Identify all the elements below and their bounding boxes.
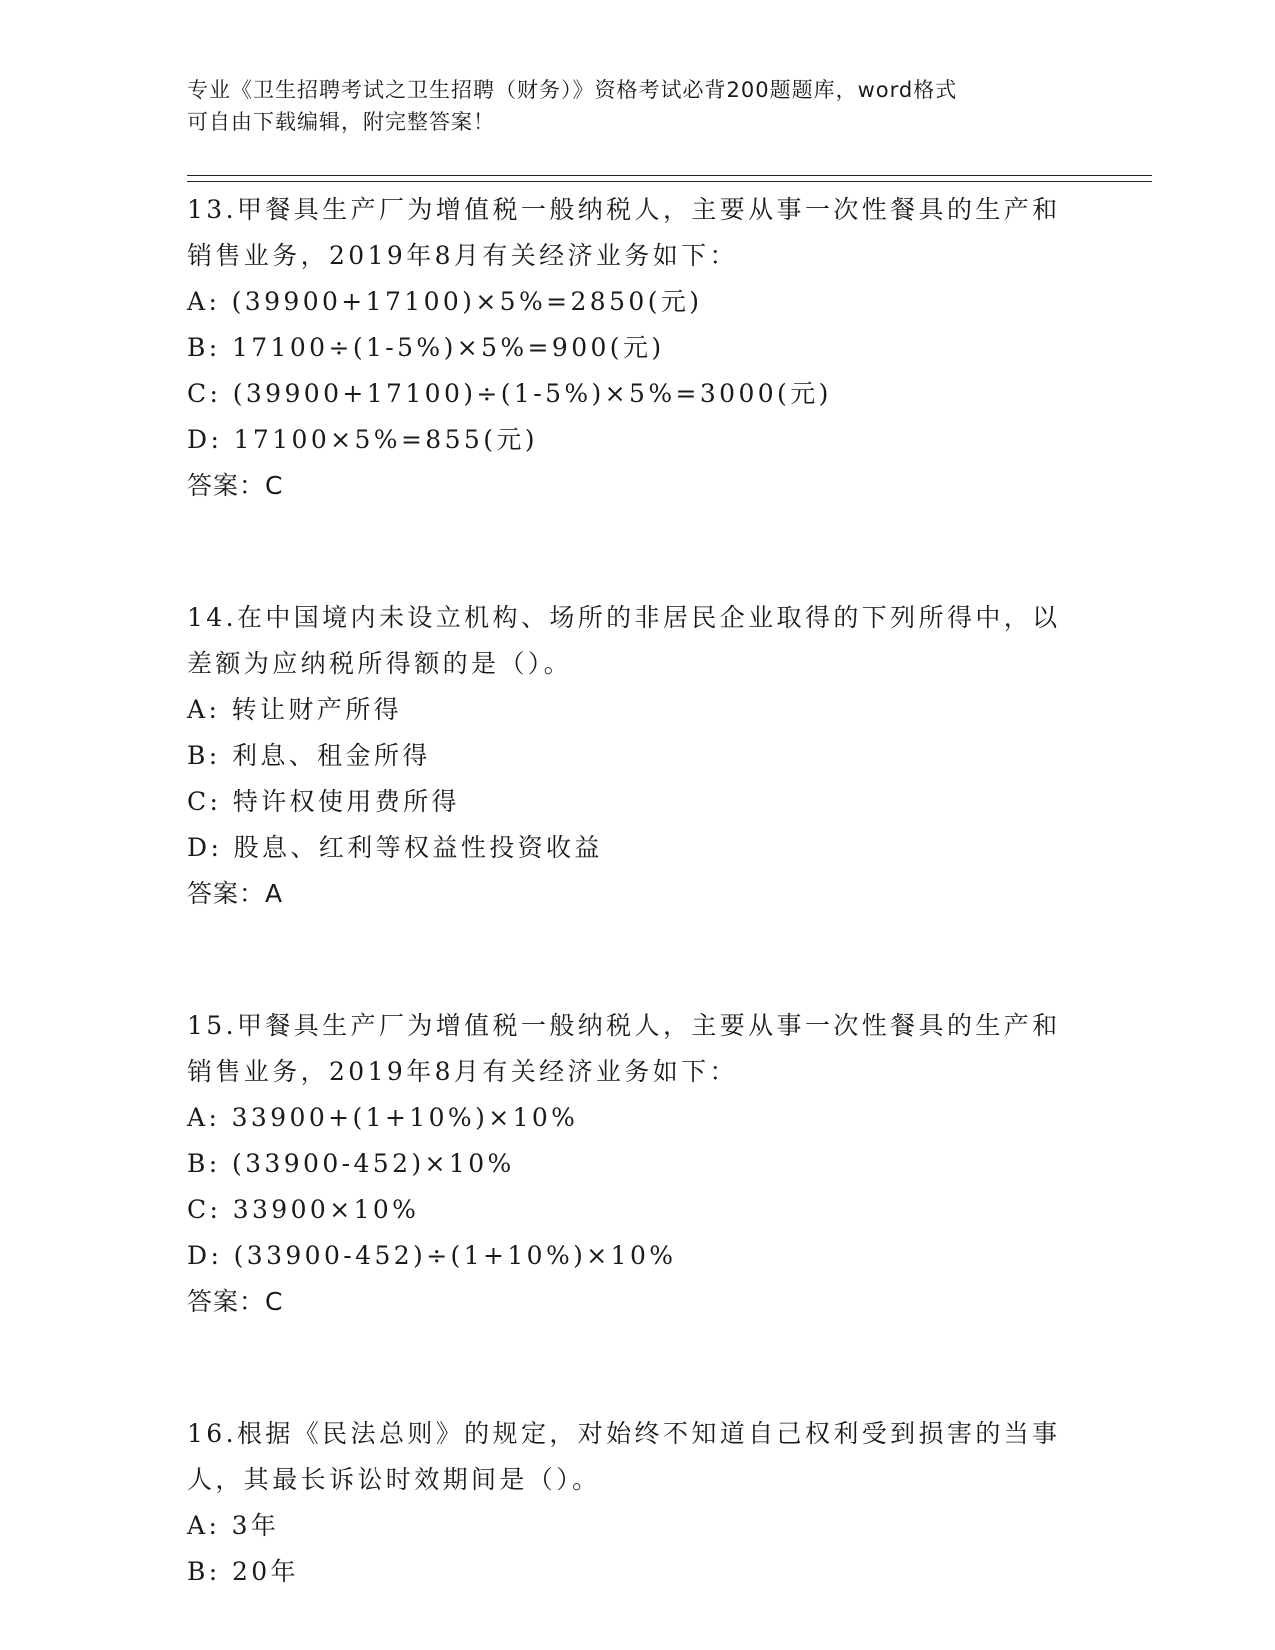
question-stem-line-1: 15.甲餐具生产厂为增值税一般纳税人，主要从事一次性餐具的生产和 xyxy=(187,1011,1061,1040)
question-13 xyxy=(187,187,1087,509)
header-line-1: 专业《卫生招聘考试之卫生招聘（财务）》资格考试必背200题题库，word格式 xyxy=(187,78,958,102)
document-header xyxy=(187,74,1067,138)
question-stem-line-1: 13.甲餐具生产厂为增值税一般纳税人，主要从事一次性餐具的生产和 xyxy=(187,195,1061,224)
option-b: B: 17100÷(1-5%)×5%=900(元) xyxy=(187,333,665,362)
option-a: A: (39900+17100)×5%=2850(元) xyxy=(187,287,703,316)
question-stem-line-2: 人，其最长诉讼时效期间是（）。 xyxy=(187,1465,601,1494)
option-d: D: 股息、红利等权益性投资收益 xyxy=(187,833,603,862)
question-list xyxy=(187,187,1087,1595)
header-line-2: 可自由下载编辑，附完整答案！ xyxy=(187,110,495,134)
question-14 xyxy=(187,595,1087,917)
question-spacer xyxy=(187,1325,1087,1411)
question-stem-line-1: 14.在中国境内未设立机构、场所的非居民企业取得的下列所得中，以 xyxy=(187,603,1061,632)
option-d: D: 17100×5%=855(元) xyxy=(187,425,538,454)
option-c: C: 33900×10% xyxy=(187,1195,420,1224)
option-d: D: (33900-452)÷(1+10%)×10% xyxy=(187,1241,677,1270)
option-c: C: (39900+17100)÷(1-5%)×5%=3000(元) xyxy=(187,379,832,408)
answer-line: 答案：A xyxy=(187,879,284,908)
option-a: A: 33900+(1+10%)×10% xyxy=(187,1103,579,1132)
question-spacer xyxy=(187,509,1087,595)
question-stem-line-1: 16.根据《民法总则》的规定，对始终不知道自己权利受到损害的当事 xyxy=(187,1419,1061,1448)
question-spacer xyxy=(187,917,1087,1003)
option-a: A: 3年 xyxy=(187,1511,280,1540)
option-a: A: 转让财产所得 xyxy=(187,695,403,724)
question-stem-line-2: 销售业务，2019年8月有关经济业务如下： xyxy=(187,241,738,270)
option-b: B: 20年 xyxy=(187,1557,299,1586)
question-15 xyxy=(187,1003,1087,1325)
header-divider-bottom xyxy=(187,181,1152,182)
option-b: B: (33900-452)×10% xyxy=(187,1149,515,1178)
question-stem-line-2: 差额为应纳税所得额的是（）。 xyxy=(187,649,573,678)
option-b: B: 利息、租金所得 xyxy=(187,741,431,770)
answer-line: 答案：C xyxy=(187,1287,284,1316)
question-16 xyxy=(187,1411,1087,1595)
question-stem-line-2: 销售业务，2019年8月有关经济业务如下： xyxy=(187,1057,738,1086)
header-divider-top xyxy=(187,175,1152,176)
answer-line: 答案：C xyxy=(187,471,284,500)
option-c: C: 特许权使用费所得 xyxy=(187,787,460,816)
